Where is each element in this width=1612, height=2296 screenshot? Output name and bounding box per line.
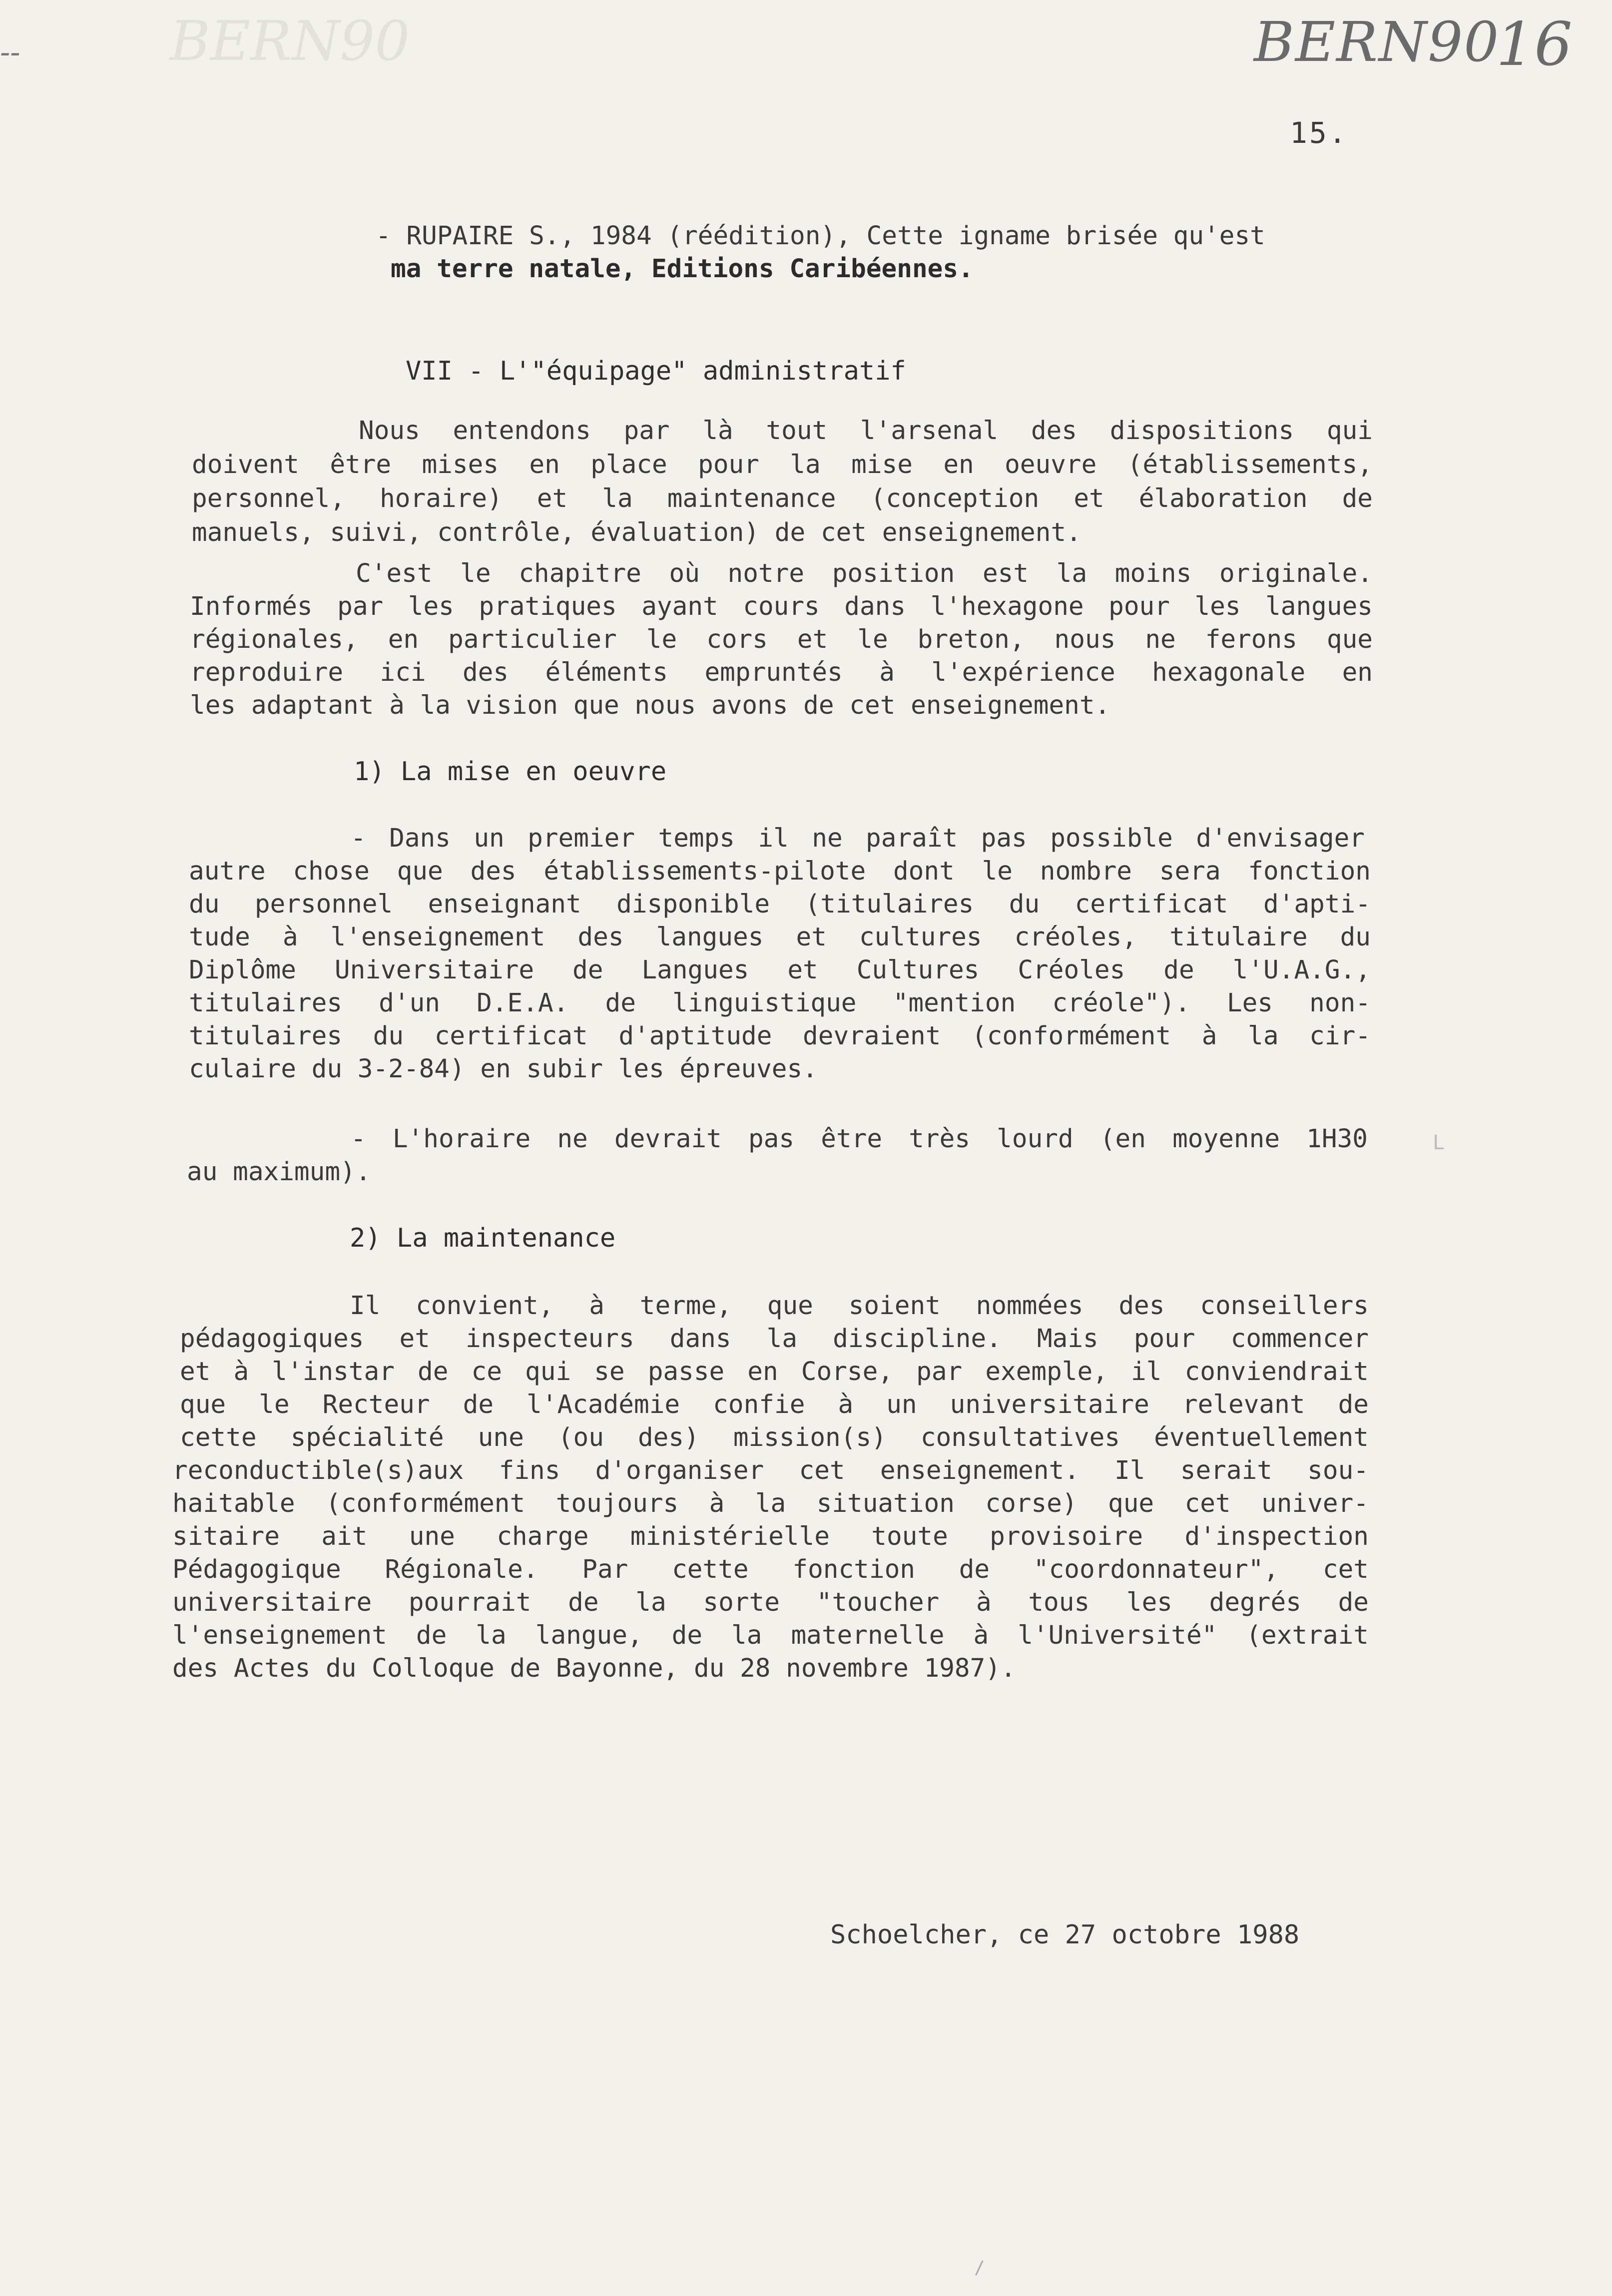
paragraph-line: universitaire pourrait de la sorte "toucher à tous les degrés de (172, 1588, 1369, 1617)
paragraph-line: manuels, suivi, contrôle, évaluation) de cet enseignement. (192, 518, 1081, 547)
paragraph-line: autre chose que des établissements-pilote dont le nombre sera fonction (189, 857, 1371, 886)
page-number: 15. (1290, 116, 1348, 150)
paragraph-line: pédagogiques et inspecteurs dans la discipline. Mais pour commencer (180, 1324, 1369, 1354)
ghost-ref: BERN90 (170, 9, 410, 73)
paragraph-line: tude à l'enseignement des langues et cultures créoles, titulaire du (189, 922, 1371, 952)
paragraph-line: titulaires du certificat d'aptitude devraient (conformément à la cir- (189, 1021, 1371, 1051)
paragraph-line: haitable (conformément toujours à la situation corse) que cet univer- (172, 1489, 1369, 1518)
subsection-title: 1) La mise en oeuvre (354, 757, 667, 787)
paragraph-line: titulaires d'un D.E.A. de linguistique "mention créole"). Les non- (189, 988, 1371, 1018)
paragraph-line: doivent être mises en place pour la mise en oeuvre (établissements, (192, 450, 1373, 479)
paragraph-line: reconductible(s)aux fins d'organiser cet enseignement. Il serait sou- (172, 1456, 1369, 1485)
paragraph-line: personnel, horaire) et la maintenance (conception et élaboration de (192, 484, 1373, 513)
paragraph-line: Il convient, à terme, que soient nommées des conseillers (350, 1291, 1369, 1321)
subsection-title: 2) La maintenance (350, 1223, 616, 1253)
paragraph-line: et à l'instar de ce qui se passe en Corse, par exemple, il conviendrait (180, 1357, 1369, 1386)
handwritten-ref: BERN90 (1254, 10, 1500, 74)
margin-mark: L (1433, 1131, 1445, 1154)
paragraph-line: C'est le chapitre où notre position est la moins originale. (356, 559, 1373, 588)
paragraph-line: culaire du 3-2-84) en subir les épreuves. (189, 1054, 818, 1084)
paragraph-line: au maximum). (187, 1157, 371, 1187)
signature-date: Schoelcher, ce 27 octobre 1988 (830, 1920, 1300, 1950)
paragraph-line: régionales, en particulier le cors et le breton, nous ne ferons que (190, 625, 1373, 654)
paragraph-line: l'enseignement de la langue, de la maternelle à l'Université" (extrait (172, 1621, 1369, 1650)
paragraph-line: que le Recteur de l'Académie confie à un universitaire relevant de (180, 1390, 1369, 1419)
paragraph-line: reproduire ici des éléments empruntés à l'expérience hexagonale en (190, 658, 1373, 687)
reference-line: - RUPAIRE S., 1984 (réédition), Cette igname brisée qu'est (376, 221, 1265, 251)
paragraph-line: sitaire ait une charge ministérielle toute provisoire d'inspection (172, 1522, 1369, 1551)
paragraph-line: - L'horaire ne devrait pas être très lourd (en moyenne 1H30 (351, 1124, 1368, 1154)
paragraph-line: des Actes du Colloque de Bayonne, du 28 novembre 1987). (172, 1654, 1016, 1683)
paragraph-line: Pédagogique Régionale. Par cette fonction de "coordonnateur", cet (172, 1555, 1369, 1584)
section-title: VII - L'"équipage" administratif (406, 356, 906, 386)
paragraph-line: les adaptant à la vision que nous avons de cet enseignement. (190, 691, 1110, 720)
paragraph-line: du personnel enseignant disponible (titulaires du certificat d'apti- (189, 890, 1371, 919)
paragraph-line: Nous entendons par là tout l'arsenal des dispositions qui (359, 416, 1373, 446)
corner-mark: -- (0, 35, 20, 70)
paragraph-line: Diplôme Universitaire de Langues et Cultures Créoles de l'U.A.G., (189, 955, 1371, 985)
paragraph-line: - Dans un premier temps il ne paraît pas possible d'envisager (351, 824, 1365, 853)
bottom-mark: / (974, 2258, 985, 2278)
paragraph-line: Informés par les pratiques ayant cours dans l'hexagone pour les langues (190, 592, 1373, 621)
reference-line: ma terre natale, Editions Caribéennes. (391, 254, 974, 284)
paragraph-line: cette spécialité une (ou des) mission(s) consultatives éventuellement (180, 1423, 1369, 1452)
handwritten-num: 16 (1496, 10, 1573, 79)
